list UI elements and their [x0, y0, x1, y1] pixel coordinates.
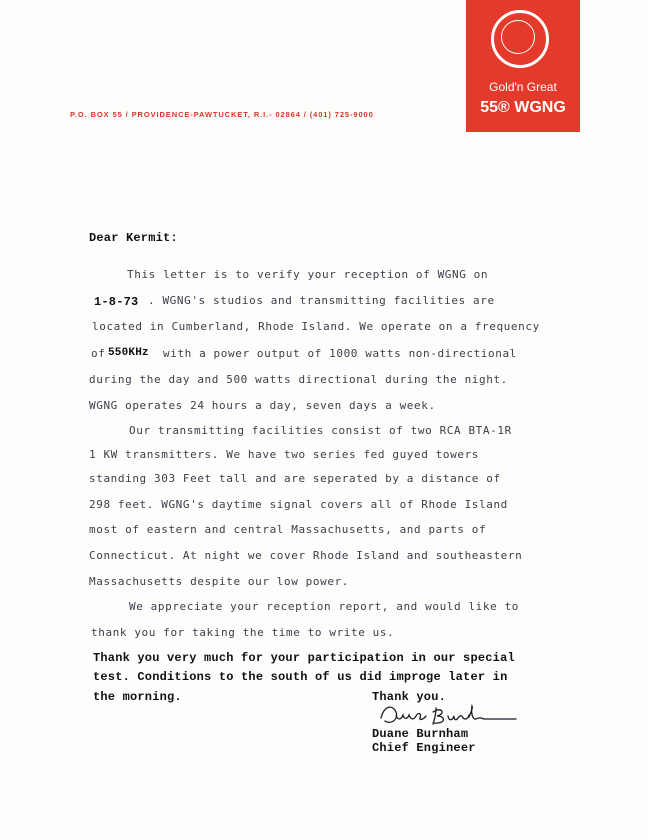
body-line: WGNG operates 24 hours a day, seven days a week. [89, 399, 436, 412]
body-line: during the day and 500 watts directional during the night. [89, 373, 508, 386]
body-line: Connecticut. At night we cover Rhode Island and southeastern [89, 549, 523, 562]
closing-thanks: Thank you. [372, 690, 447, 704]
body-line: 1 KW transmitters. We have two series fed guyed towers [89, 448, 480, 461]
body-line: most of eastern and central Massachusetts, and parts of [89, 523, 487, 536]
reception-date: 1-8-73 [94, 295, 139, 309]
body-line: of [91, 347, 106, 360]
letterhead-address: P.O. BOX 55 / PROVIDENCE-PAWTUCKET, R.I.- 02864 / (401) 725-9000 [70, 110, 374, 119]
signer-name: Duane Burnham [372, 727, 469, 741]
body-line: 298 feet. WGNG's daytime signal covers all of Rhode Island [89, 498, 508, 511]
signer-title: Chief Engineer [372, 741, 476, 755]
body-line: This letter is to verify your reception of WGNG on [127, 268, 489, 281]
body-line: with a power output of 1000 watts non-directional [163, 347, 517, 360]
logo-ring-icon [491, 10, 549, 68]
body-line: thank you for taking the time to write us. [91, 626, 395, 639]
body-line: located in Cumberland, Rhode Island. We operate on a frequency [92, 320, 540, 333]
station-logo [466, 0, 580, 132]
postscript-line: Thank you very much for your participation in our special [93, 651, 515, 665]
logo-tagline: Gold'n Great [489, 80, 557, 94]
salutation: Dear Kermit: [89, 231, 178, 245]
signature-image [376, 700, 526, 730]
postscript-line: the morning. [93, 690, 182, 704]
postscript-line: test. Conditions to the south of us did improge later in [93, 670, 508, 684]
frequency: 550KHz [108, 347, 149, 359]
body-line: standing 303 Feet tall and are seperated by a distance of [89, 472, 501, 485]
body-line: . WGNG's studios and transmitting facilities are [148, 294, 495, 307]
body-line: Our transmitting facilities consist of two RCA BTA-1R [129, 424, 512, 437]
body-line: Massachusetts despite our low power. [89, 575, 350, 588]
logo-station-name: 55® WGNG [480, 99, 566, 116]
body-line: We appreciate your reception report, and would like to [129, 600, 520, 613]
